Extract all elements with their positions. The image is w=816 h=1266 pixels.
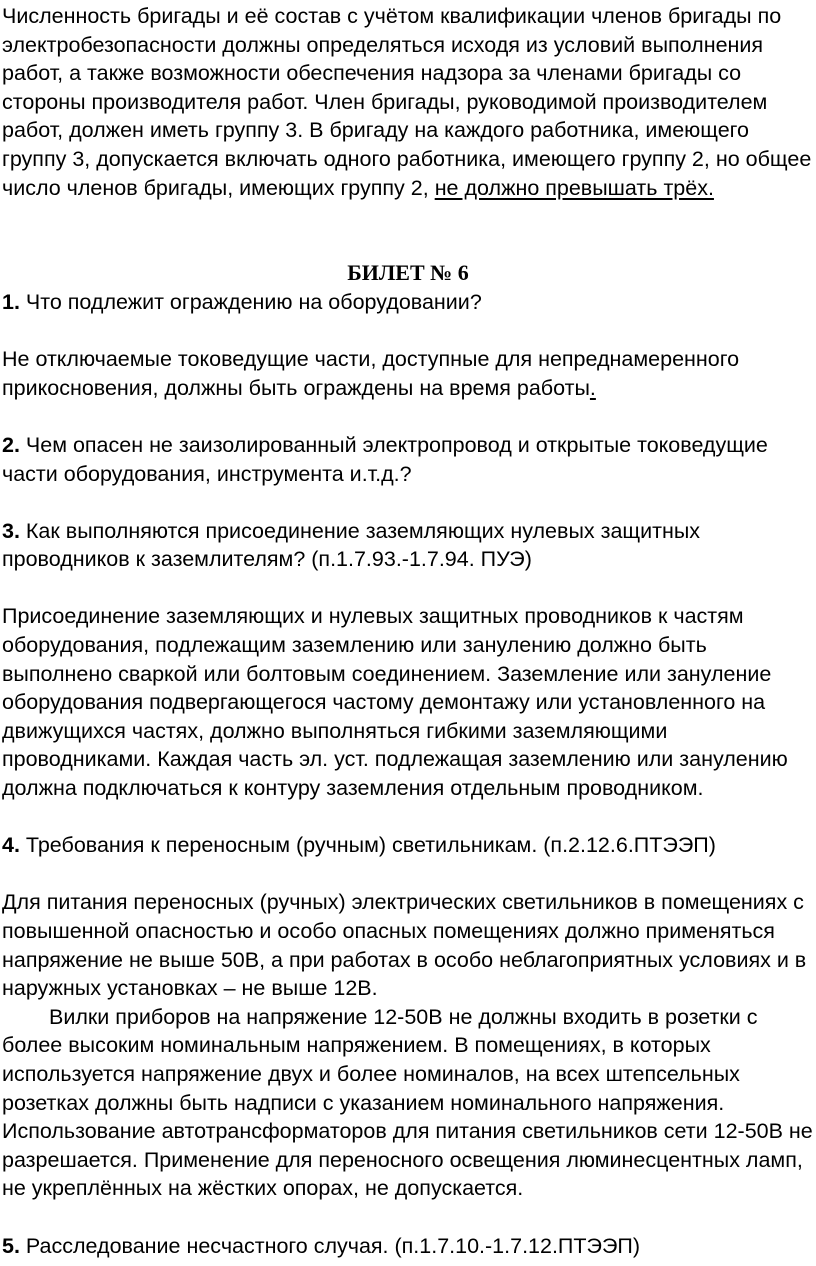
- question-1: [2, 288, 814, 317]
- answer-1-end: .: [589, 375, 596, 400]
- spacer: [2, 860, 814, 889]
- answer-1: [2, 345, 814, 402]
- question-3-number: 3.: [2, 518, 20, 543]
- spacer: [2, 803, 814, 832]
- spacer: [2, 402, 814, 431]
- question-3-text: Как выполняются присоединение заземляющих нулевых защитных проводников к заземлителям? (п.1.7.93.-1.7.94. ПУЭ): [2, 518, 701, 572]
- spacer: [2, 1203, 814, 1232]
- question-3: [2, 517, 814, 574]
- question-2: [2, 431, 814, 488]
- spacer: [2, 574, 814, 603]
- document-page: [2, 2, 814, 1260]
- question-5: [2, 1232, 814, 1261]
- question-4: [2, 831, 814, 860]
- intro-text: Численность бригады и её состав с учётом квалификации членов бригады по электробезопасности должны определяться исходя из условий выполнения работ, а также возможности обеспечения надзора за членами бригады со стороны производителя работ. Член бригады, руководимой производителем работ, должен иметь группу 3. В бригаду на каждого работника, имеющего группу 3, допускается включать одного работника, имеющего группу 2, но общее число членов бригады, имеющих группу 2,: [2, 4, 812, 200]
- answer-1-text: Не отключаемые токоведущие части, доступные для непреднамеренного прикосновения, должны быть ограждены на время работы: [2, 347, 740, 400]
- question-2-number: 2.: [2, 432, 20, 457]
- question-2-text: Чем опасен не заизолированный электропровод и открытые токоведущие части оборудования, инструмента и.т.д.?: [2, 432, 768, 486]
- spacer: [2, 202, 814, 259]
- question-4-text: Требования к переносным (ручным) светильникам. (п.2.12.6.ПТЭЭП): [19, 833, 716, 858]
- spacer: [2, 317, 814, 346]
- intro-paragraph: [2, 2, 814, 202]
- answer-3: Присоединение заземляющих и нулевых защитных проводников к частям оборудования, подлежащим заземлению или занулению должно быть выполнено сваркой или болтовым соединением. Заземление или зануление оборудования подвергающегося частому демонтажу или установленного на движущихся частях, должно выполняться гибкими заземляющими проводниками. Каждая часть эл. уст. подлежащая заземлению или занулению должна подключаться к контуру заземления отдельным проводником.: [2, 604, 788, 801]
- question-5-number: 5.: [2, 1233, 20, 1258]
- question-1-number: 1.: [2, 289, 20, 314]
- question-5-text: Расследование несчастного случая. (п.1.7.10.-1.7.12.ПТЭЭП): [19, 1233, 641, 1258]
- intro-underlined-text: не должно превышать трёх.: [434, 175, 714, 200]
- answer-4-paragraph-1: Для питания переносных (ручных) электрических светильников в помещениях с повышенной опасностью и особо опасных помещениях должно применяться напряжение не выше 50В, а при работах в особо неблагоприятных условиях и в наружных установках – не выше 12В.: [2, 890, 807, 1001]
- answer-4-paragraph-2: Вилки приборов на напряжение 12-50В не должны входить в розетки с более высоким номинальным напряжением. В помещениях, в которых используется напряжение двух и более номиналов, на всех штепсельных розетках должны быть надписи с указанием номинального напряжения. Использование автотрансформаторов для питания светильников сети 12-50В не разрешается. Применение для переносного освещения люминесцентных ламп, не укреплённых на жёстких опорах, не допускается.: [2, 1004, 813, 1201]
- ticket-title: БИЛЕТ № 6: [347, 260, 469, 286]
- spacer: [2, 488, 814, 517]
- question-4-number: 4.: [2, 833, 20, 858]
- question-1-text: Что подлежит ограждению на оборудовании?: [19, 289, 482, 314]
